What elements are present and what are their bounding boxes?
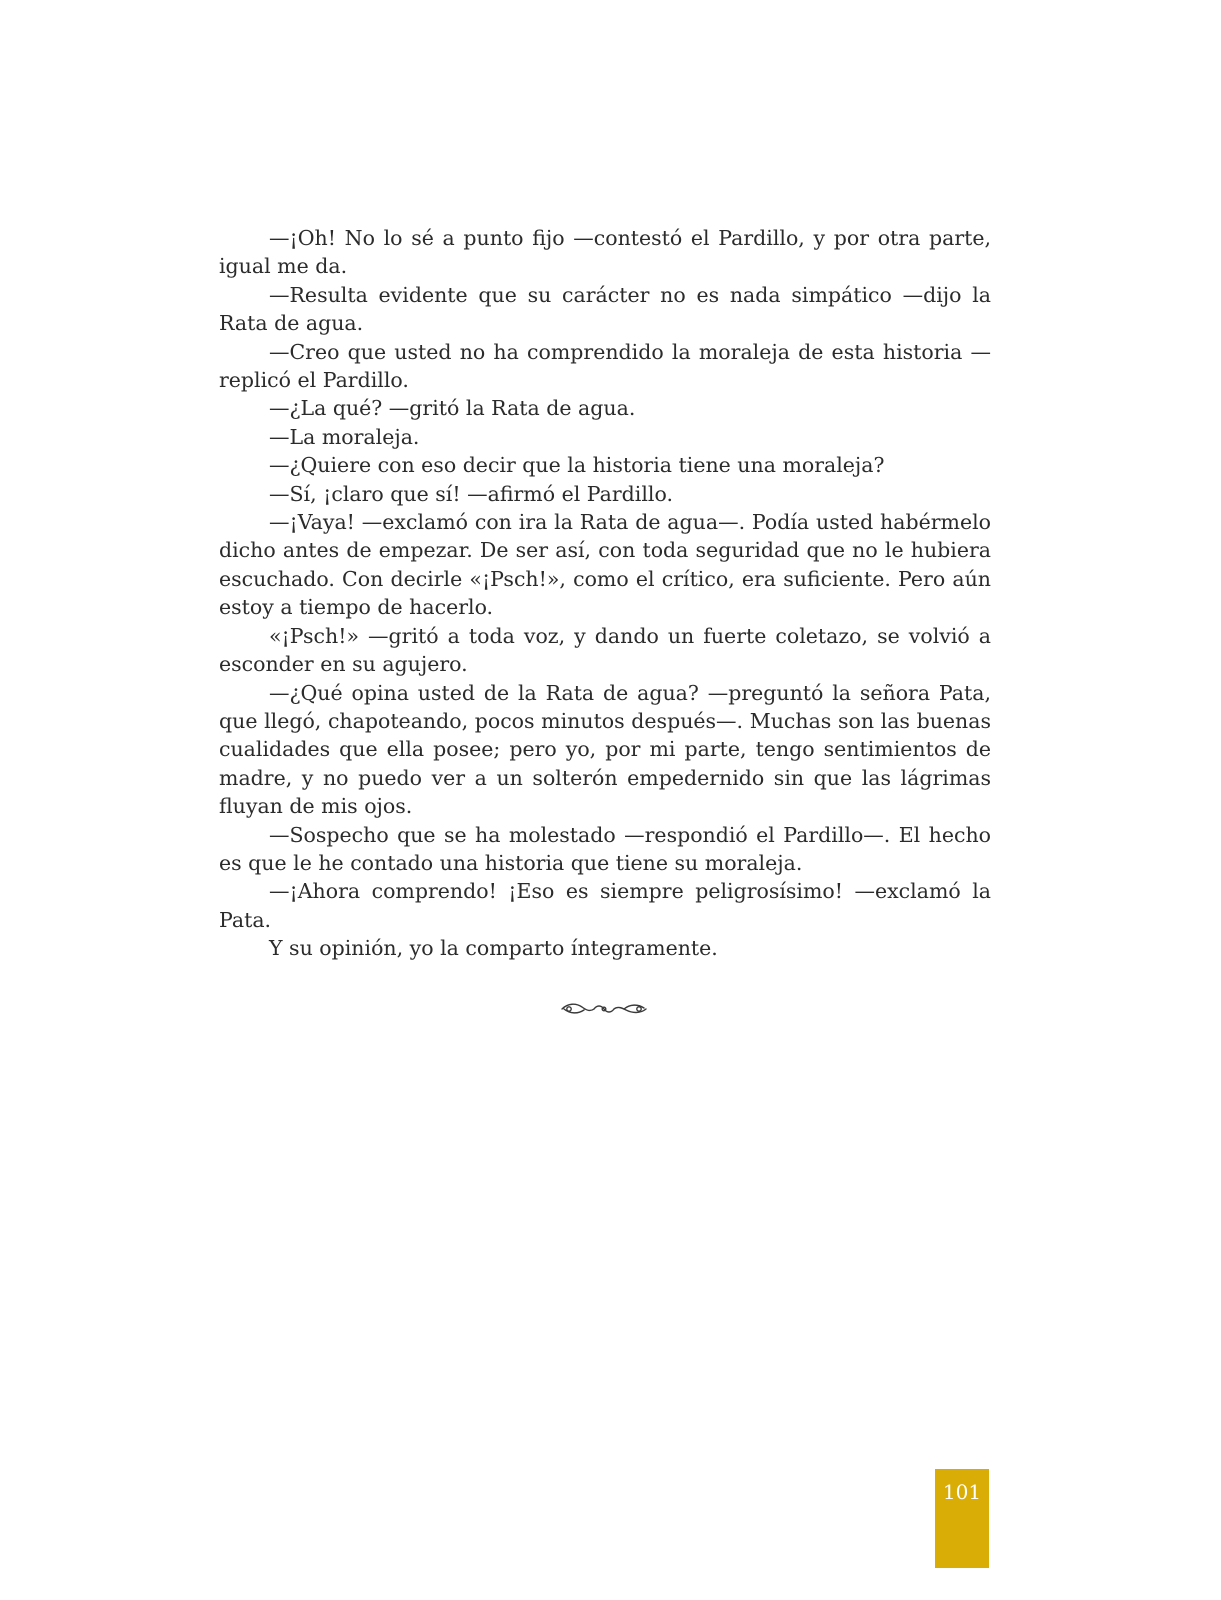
flourish-ornament-icon xyxy=(560,998,648,1020)
paragraph: —¿Qué opina usted de la Rata de agua? —preguntó la señora Pata, que llegó, chapoteando, pocos minutos después—. Muchas son las buenas cualidades que ella posee; pero yo, por mi parte, tengo sentimientos de madre, y no puedo ver a un solterón empedernido sin que las lágrimas fluyan de mis ojos. xyxy=(219,680,991,819)
paragraph: —Creo que usted no ha comprendido la moraleja de esta historia —replicó el Pardillo. xyxy=(219,339,991,393)
body-text xyxy=(219,224,991,963)
paragraph: «¡Psch!» —gritó a toda voz, y dando un fuerte coletazo, se volvió a esconder en su agujero. xyxy=(219,623,991,677)
paragraph: —La moraleja. xyxy=(269,424,420,449)
paragraph: —¿Quiere con eso decir que la historia tiene una moraleja? xyxy=(269,453,885,478)
paragraph: —¡Ahora comprendo! ¡Eso es siempre peligrosísimo! —exclamó la Pata. xyxy=(219,879,991,932)
paragraph: —¿La qué? —gritó la Rata de agua. xyxy=(269,396,636,421)
paragraph: —Sí, ¡claro que sí! —afirmó el Pardillo. xyxy=(269,481,673,506)
paragraph: —Sospecho que se ha molestado —respondió el Pardillo—. El hecho es que le he contado una historia que tiene su moraleja. xyxy=(219,822,991,875)
paragraph: Y su opinión, yo la comparto íntegramente. xyxy=(269,936,718,961)
page-number: 101 xyxy=(942,1480,982,1504)
page-number-box xyxy=(935,1469,989,1568)
paragraph: —¡Vaya! —exclamó con ira la Rata de agua—. Podía usted habérmelo dicho antes de empezar. De ser así, con toda seguridad que no le hubiera escuchado. Con decirle «¡Psch!», como el crítico, era suficiente. Pero aún estoy a tiempo de hacerlo. xyxy=(219,510,991,620)
paragraph: —¡Oh! No lo sé a punto fijo —contestó el Pardillo, y por otra parte, igual me da. xyxy=(219,226,991,279)
paragraph: —Resulta evidente que su carácter no es nada simpático —dijo la Rata de agua. xyxy=(219,282,991,336)
